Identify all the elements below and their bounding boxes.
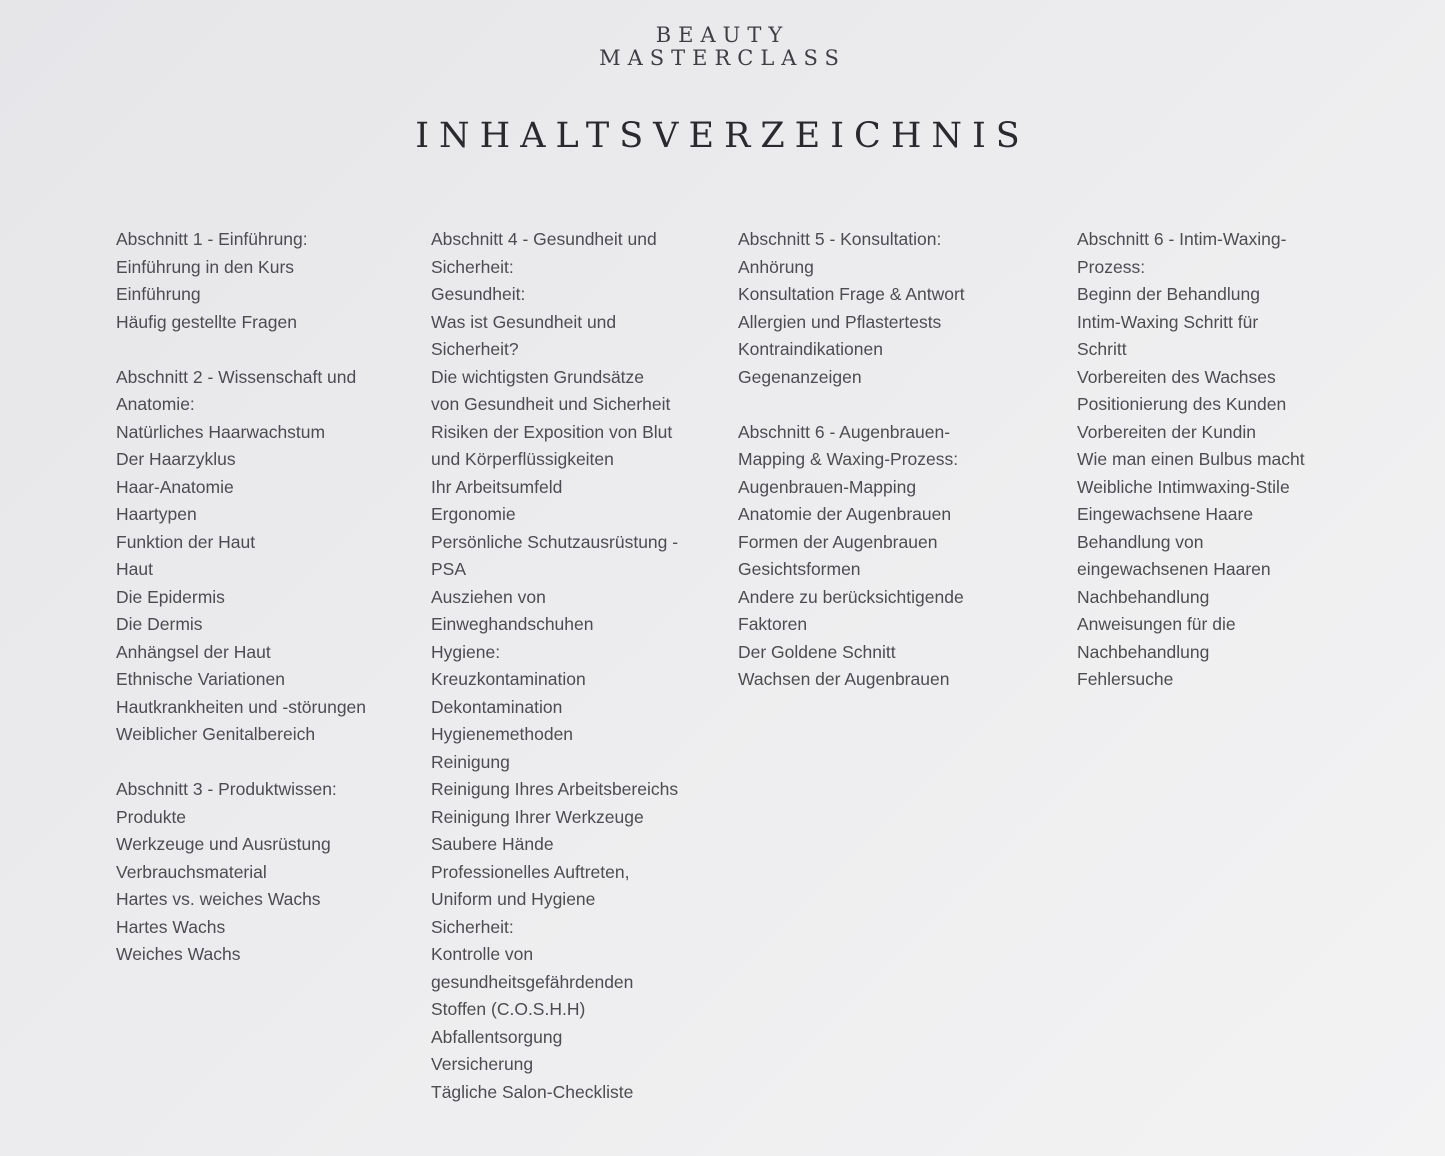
toc-section-heading: Abschnitt 6 - Intim-Waxing-	[1077, 229, 1287, 249]
toc-entry: Gegenanzeigen	[738, 366, 862, 387]
toc-entry: Vorbereiten der Kundin	[1077, 421, 1257, 442]
toc-entry: Kontrolle von	[431, 944, 534, 964]
brand-logo	[0, 24, 1445, 70]
toc-entry: Hartes vs. weiches Wachs	[116, 889, 321, 909]
toc-entry: Wie man einen Bulbus macht	[1077, 449, 1305, 469]
toc-entry: Ergonomie	[431, 504, 516, 524]
toc-entry: Haartypen	[116, 504, 197, 524]
toc-entry: Reinigung	[431, 751, 510, 772]
toc-entry: Abfallentsorgung	[431, 1026, 563, 1047]
toc-section-heading: Abschnitt 2 - Wissenschaft und	[116, 366, 357, 387]
toc-section-heading: Abschnitt 1 - Einführung:	[116, 229, 308, 249]
toc-entry: Anatomie der Augenbrauen	[738, 504, 952, 524]
toc-entry: Wachsen der Augenbrauen	[738, 669, 950, 689]
toc-entry: Professionelles Auftreten,	[431, 861, 630, 882]
toc-entry: Beginn der Behandlung	[1077, 284, 1260, 304]
toc-entry: Kreuzkontamination	[431, 669, 586, 689]
toc-entry: Häufig gestellte Fragen	[116, 311, 297, 332]
page-title: INHALTSVERZEICHNIS	[415, 116, 1030, 156]
table-of-contents	[0, 226, 1445, 1126]
toc-entry: Ethnische Variationen	[116, 669, 285, 689]
toc-entry: Andere zu berücksichtigende	[738, 586, 964, 607]
toc-entry: Ausziehen von	[431, 586, 546, 607]
toc-entry: Uniform und Hygiene	[431, 889, 596, 909]
toc-entry: Behandlung von	[1077, 531, 1204, 552]
toc-entry: Die Epidermis	[116, 586, 225, 607]
toc-entry: Fehlersuche	[1077, 669, 1174, 689]
toc-entry: Natürliches Haarwachstum	[116, 421, 326, 442]
toc-entry: Der Haarzyklus	[116, 449, 236, 469]
toc-entry: Ihr Arbeitsumfeld	[431, 476, 563, 497]
toc-entry: Prozess:	[1077, 256, 1146, 277]
toc-entry: PSA	[431, 559, 467, 579]
toc-entry: Augenbrauen-Mapping	[738, 476, 917, 497]
toc-entry: Gesundheit:	[431, 284, 526, 304]
toc-spacer	[738, 391, 965, 419]
toc-entry: Anhörung	[738, 256, 814, 277]
toc-entry: Haar-Anatomie	[116, 476, 234, 497]
toc-entry: Vorbereiten des Wachses	[1077, 366, 1276, 387]
toc-section-heading: Abschnitt 4 - Gesundheit und	[431, 229, 657, 249]
toc-entry: Persönliche Schutzausrüstung -	[431, 531, 679, 552]
toc-entry: Konsultation Frage & Antwort	[738, 284, 965, 304]
toc-spacer	[116, 749, 366, 777]
toc-entry: Positionierung des Kunden	[1077, 394, 1287, 414]
toc-entry: Kontraindikationen	[738, 339, 883, 359]
toc-entry: Allergien und Pflastertests	[738, 311, 942, 332]
toc-entry: Anatomie:	[116, 394, 195, 414]
toc-column-4	[1077, 226, 1305, 694]
toc-entry: Einführung in den Kurs	[116, 256, 295, 277]
toc-entry: Sicherheit?	[431, 339, 519, 359]
toc-entry: Der Goldene Schnitt	[738, 641, 896, 662]
toc-entry: Produkte	[116, 806, 187, 827]
toc-entry: Weiblicher Genitalbereich	[116, 724, 316, 744]
toc-entry: Tägliche Salon-Checkliste	[431, 1081, 634, 1102]
toc-entry: Haut	[116, 559, 153, 579]
toc-entry: Weibliche Intimwaxing-Stile	[1077, 476, 1290, 497]
toc-section-heading: Abschnitt 6 - Augenbrauen-	[738, 421, 951, 442]
toc-entry: Saubere Hände	[431, 834, 554, 854]
toc-entry: Reinigung Ihres Arbeitsbereichs	[431, 779, 679, 799]
toc-entry: Versicherung	[431, 1054, 534, 1074]
toc-entry: Werkzeuge und Ausrüstung	[116, 834, 331, 854]
toc-entry: Dekontamination	[431, 696, 563, 717]
toc-column-2	[431, 226, 678, 1106]
toc-entry: Nachbehandlung	[1077, 586, 1210, 607]
toc-entry: Die Dermis	[116, 614, 203, 634]
toc-entry: Mapping & Waxing-Prozess:	[738, 449, 959, 469]
toc-column-1	[116, 226, 366, 969]
toc-entry: Hygiene:	[431, 641, 501, 662]
toc-column-3	[738, 226, 965, 694]
toc-entry: Intim-Waxing Schritt für	[1077, 311, 1259, 332]
toc-entry: Einweghandschuhen	[431, 614, 594, 634]
toc-entry: Schritt	[1077, 339, 1127, 359]
toc-entry: von Gesundheit und Sicherheit	[431, 394, 671, 414]
toc-entry: Weiches Wachs	[116, 944, 241, 964]
toc-entry: Anweisungen für die	[1077, 614, 1236, 634]
toc-entry: Nachbehandlung	[1077, 641, 1210, 662]
toc-entry: Sicherheit:	[431, 916, 514, 937]
toc-entry: Hartes Wachs	[116, 916, 226, 937]
toc-entry: Anhängsel der Haut	[116, 641, 271, 662]
toc-entry: gesundheitsgefährdenden	[431, 971, 634, 992]
toc-spacer	[116, 336, 366, 364]
toc-entry: Was ist Gesundheit und	[431, 311, 617, 332]
toc-entry: Hautkrankheiten und -störungen	[116, 696, 367, 717]
toc-section-heading: Abschnitt 3 - Produktwissen:	[116, 779, 337, 799]
toc-entry: Formen der Augenbrauen	[738, 531, 938, 552]
toc-entry: und Körperflüssigkeiten	[431, 449, 614, 469]
toc-entry: Einführung	[116, 284, 201, 304]
toc-entry: Reinigung Ihrer Werkzeuge	[431, 806, 644, 827]
brand-line-1: BEAUTY	[655, 23, 790, 47]
brand-line-2: MASTERCLASS	[599, 46, 846, 70]
toc-entry: Stoffen (C.O.S.H.H)	[431, 999, 586, 1019]
toc-entry: Eingewachsene Haare	[1077, 504, 1254, 524]
toc-entry: eingewachsenen Haaren	[1077, 559, 1271, 579]
toc-entry: Sicherheit:	[431, 256, 514, 277]
toc-section-heading: Abschnitt 5 - Konsultation:	[738, 229, 942, 249]
toc-entry: Die wichtigsten Grundsätze	[431, 366, 645, 387]
toc-entry: Risiken der Exposition von Blut	[431, 421, 673, 442]
toc-entry: Hygienemethoden	[431, 724, 574, 744]
toc-entry: Gesichtsformen	[738, 559, 861, 579]
toc-entry: Verbrauchsmaterial	[116, 861, 267, 882]
toc-entry: Faktoren	[738, 614, 808, 634]
toc-entry: Funktion der Haut	[116, 531, 256, 552]
